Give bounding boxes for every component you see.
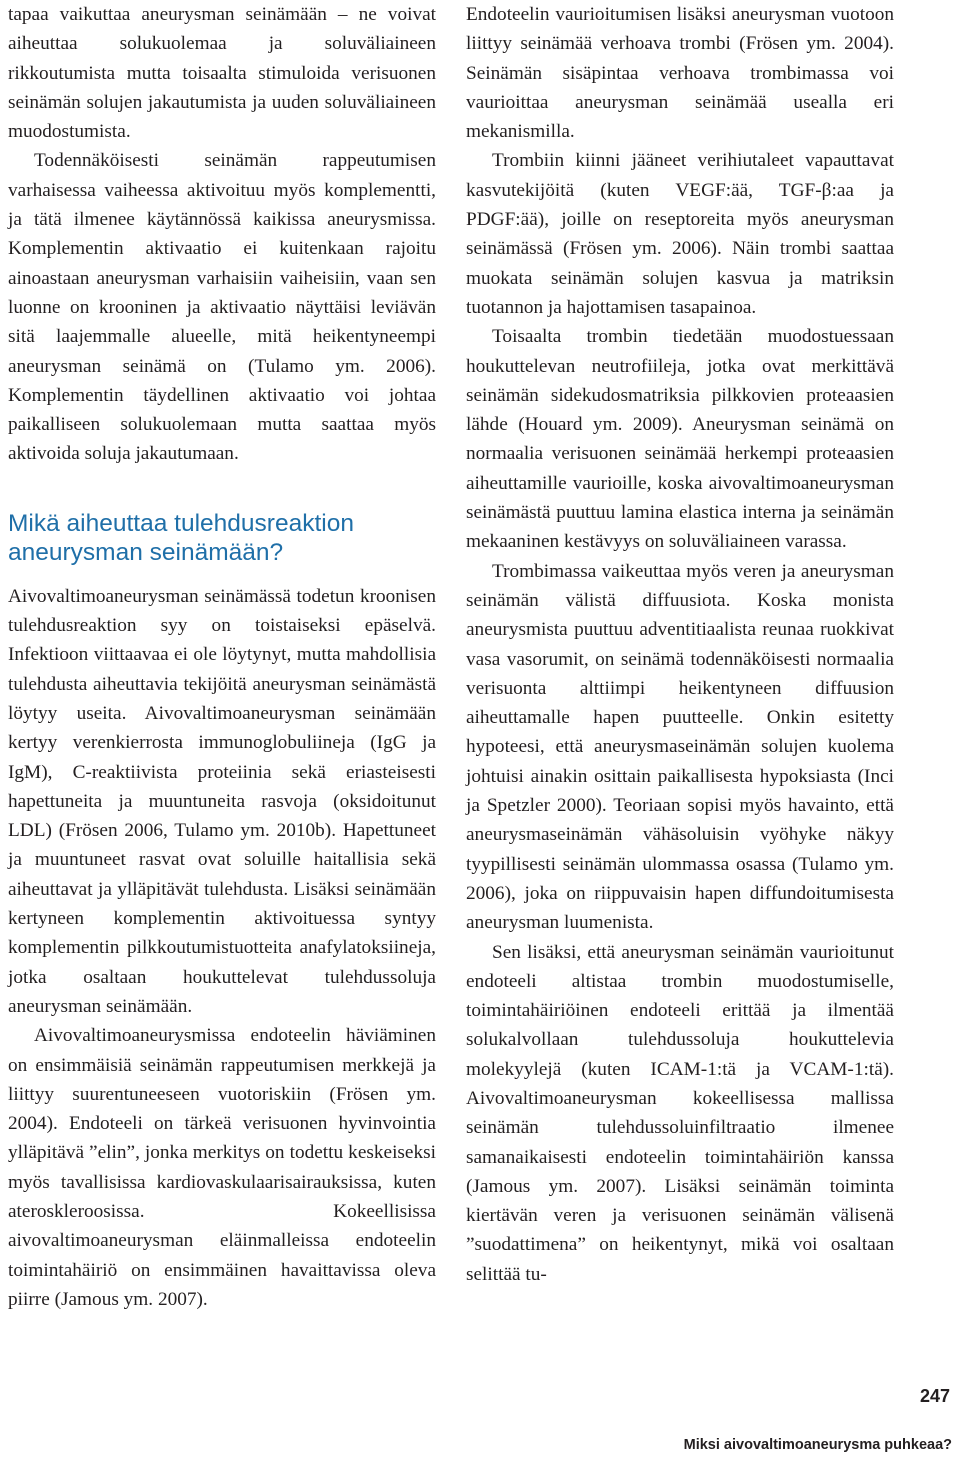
paragraph: Trombiin kiinni jääneet verihiutaleet vapauttavat kasvutekijöitä (kuten VEGF:ää, TGF-β:aa ja PDGF:ää), joille on reseptoreita myös aneurysman seinämässä (Frösen ym. 2006). Näin trombi saattaa muokata seinämän solujen kasvua ja matriksin tuotannon ja hajottamisen tasapainoa.: [466, 150, 894, 318]
left-column: [8, 0, 436, 1314]
section-heading: Mikä aiheuttaa tulehdusreaktion aneurysman seinämään?: [8, 509, 354, 566]
page-number: 247: [920, 1386, 951, 1406]
paragraph: Endoteelin vaurioitumisen lisäksi aneurysman vuotoon liittyy seinämää verhoava trombi (Frösen ym. 2004). Seinämän sisäpintaa verhoava trombimassa voi vaurioittaa aneurysman seinämää usealla eri mekanismilla.: [466, 4, 894, 143]
paragraph: Trombimassa vaikeuttaa myös veren ja aneurysman seinämän välistä diffuusiota. Koska monista aneurysmista puuttuu adventitiaalista reunaa ruokkivat vasa vasorumit, on seinämä todennäköisesti normaalia verisuonta alttiimpi heikentyneen diffuusion aiheuttamalle hapen puutteelle. Onkin esitetty hypoteesi, että aneurysmaseinämän solujen kuolema johtuisi ainakin osittain paikallisesta hypoksiasta (Inci ja Spetzler 2000). Teoriaan sopisi myös havainto, että aneurysmaseinämän vähäsoluisin vyöhyke näkyy tyypillisesti seinämän ulommassa osassa (Tulamo ym. 2006), joka on riippuvaisin hapen diffundoitumisesta aneurysman luumenista.: [466, 560, 894, 934]
paragraph: tapaa vaikuttaa aneurysman seinämään – ne voivat aiheuttaa solukuolemaa ja soluväliaineen rikkoutumista mutta toisaalta stimuloida verisuonen seinämän solujen jakautumista ja uuden soluväliaineen muodostumista.: [8, 4, 436, 143]
paragraph: Toisaalta trombin tiedetään muodostuessaan houkuttelevan neutrofiileja, jotka ovat merkittävä seinämän sidekudosmatriksia pilkkovien proteaasien lähde (Houard ym. 2009). Aneurysman seinämä on normaalia verisuonen seinämää herkempi proteaasien aiheuttamille vaurioille, koska aivovaltimoaneurysman seinämästä puuttuu lamina elastica interna ja seinämän mekaaninen kestävyys on soluväliaineen varassa.: [466, 326, 894, 553]
paragraph: Todennäköisesti seinämän rappeutumisen varhaisessa vaiheessa aktivoituu myös komplementti, ja tätä ilmenee käytännössä kaikissa aneurysmissa. Komplementin aktivaatio ei kuitenkaan rajoitu ainoastaan aneurysman varhaisiin vaiheisiin, vaan sen luonne on krooninen ja aktivaatio näyttäisi leviävän sitä laajemmalle alueelle, mitä heikentyneempi aneurysman seinämä on (Tulamo ym. 2006). Komplementin täydellinen aktivaatio voi johtaa paikalliseen solukuolemaan mutta saattaa myös aktivoida soluja jakautumaan.: [8, 150, 436, 465]
running-footer: Miksi aivovaltimoaneurysma puhkeaa?: [683, 1437, 952, 1453]
paragraph: Sen lisäksi, että aneurysman seinämän vaurioitunut endoteeli altistaa trombin muodostumiselle, toimintahäiriöinen endoteeli erittää ja ilmentää solukalvollaan tulehdussoluja houkuttelevia molekyylejä (kuten ICAM-1:tä ja VCAM-1:tä). Aivovaltimoaneurysman kokeellisessa mallissa seinämän tulehdussoluinfiltraatio ilmenee samanaikaisesti endoteelin toimintahäiriön kanssa (Jamous ym. 2007). Lisäksi seinämän toiminta kiertävän veren ja verisuonen seinämän välisenä ”suodattimena” on heikentynyt, mikä voi osaltaan selittää tu-: [466, 941, 894, 1285]
paragraph: Aivovaltimoaneurysman seinämässä todetun kroonisen tulehdusreaktion syy on toistaiseksi epäselvä. Infektioon viittaavaa ei ole löytynyt, mutta mahdollisia tulehdusta aiheuttavia tekijöitä aneurysman seinämästä löytyy useita. Aivovaltimoaneurysman seinämään kertyy verenkierrosta immunoglobuliineja (IgG ja IgM), C-reaktiivista proteiinia sekä eriasteisesti hapettuneita ja muuntuneita rasvoja (oksidoitunut LDL) (Frösen 2006, Tulamo ym. 2010b). Hapettuneet ja muuntuneet rasvat ovat soluille haitallisia sekä aiheuttavat ja ylläpitävät tulehdusta. Lisäksi seinämään kertyneen komplementin aktivoituessa syntyy komplementin pilkkoutumistuotteita anafylatoksiineja, jotka osaltaan houkuttelevat tulehdussoluja aneurysman seinämään.: [8, 585, 436, 1017]
paragraph: Aivovaltimoaneurysmissa endoteelin häviäminen on ensimmäisiä seinämän rappeutumisen merkkejä ja liittyy suurentuneeseen vuotoriskiin (Frösen ym. 2004). Endoteeli on tärkeä verisuonen hyvinvointia ylläpitävä ”elin”, jonka merkitys on todettu keskeiseksi myös tavallisissa kardiovaskulaarisairauksissa, kuten ateroskleroosissa. Kokeellisissa aivovaltimoaneurysman eläinmalleissa endoteelin toimintahäiriö on ensimmäinen havaittavissa oleva piirre (Jamous ym. 2007).: [8, 1025, 436, 1310]
right-column: [466, 0, 894, 1289]
